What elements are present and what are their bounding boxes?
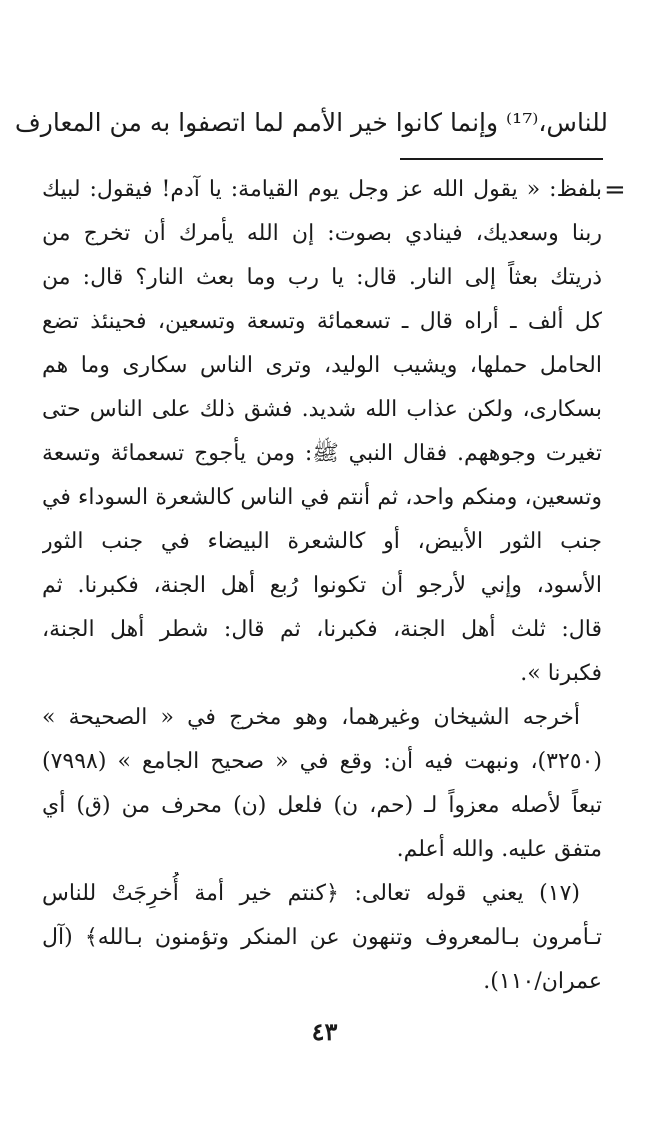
footnote-line: تـأمرون بـالمعروف وتنهون عن المنكر وتؤمنون بـالله﴾ (آل [42,925,602,950]
footnote-line: وتسعين، ومنكم واحد، ثم أنتم في الناس كالشعرة السوداء في [42,485,602,510]
footnote-line: بسكارى، ولكن عذاب الله شديد. فشق ذلك على الناس حتى [42,397,602,422]
footnote-line: (١٧) يعني قوله تعالى: ﴿كنتم خير أمة أُخرِجَتْ للناس [42,881,580,906]
footnote-line: متفق عليه. والله أعلم. [396,837,602,862]
footnote-line: عمران/١١٠). [483,969,602,994]
footnote-line: أخرجه الشيخان وغيرهما، وهو مخرج في « الصحيحة » [42,705,580,730]
footnote-line: جنب الثور الأبيض، أو كالشعرة البيضاء في جنب الثور [42,529,602,554]
footnote-line: تغيرت وجوههم. فقال النبي ﷺ: ومن يأجوج تسعمائة وتسعة [42,441,602,466]
footnote-line: قال: ثلث أهل الجنة، فكبرنا، ثم قال: شطر أهل الجنة، [42,617,602,642]
footnote-line: بلفظ: « يقول الله عز وجل يوم القيامة: يا آدم! فيقول: لبيك [42,177,602,202]
page-number: ٤٣ [311,1017,338,1046]
footnote-line: فكبرنا ». [520,661,602,686]
main-text-line: للناس،⁽¹⁷⁾ وإنما كانوا خير الأمم لما اتصفوا به من المعارف [14,108,608,137]
footnote-line: (٣٢٥٠)، ونبهت فيه أن: وقع في « صحيح الجامع » (٧٩٩٨) [42,749,602,774]
footnote-line: الحامل حملها، ويشيب الوليد، وترى الناس سكارى وما هم [42,353,602,378]
footnote-line: ذريتك بعثاً إلى النار. قال: يا رب وما بعث النار؟ قال: من [42,265,602,290]
footnote-divider [400,158,603,160]
footnote-line: الأسود، وإني لأرجو أن تكونوا رُبع أهل الجنة، فكبرنا. ثم [42,573,602,598]
footnote-line: كل ألف ـ أراه قال ـ تسعمائة وتسعة وتسعين، فحينئذ تضع [42,309,602,334]
footnote-line: تبعاً لأصله معزواً لـ (حم، ن) فلعل (ن) محرف من (ق) أي [42,793,602,818]
footnotes [42,168,602,1004]
footnote-line: ربنا وسعديك، فينادي بصوت: إن الله يأمرك أن تخرج من [42,221,602,246]
footnote-continuation-mark: = [604,175,626,205]
